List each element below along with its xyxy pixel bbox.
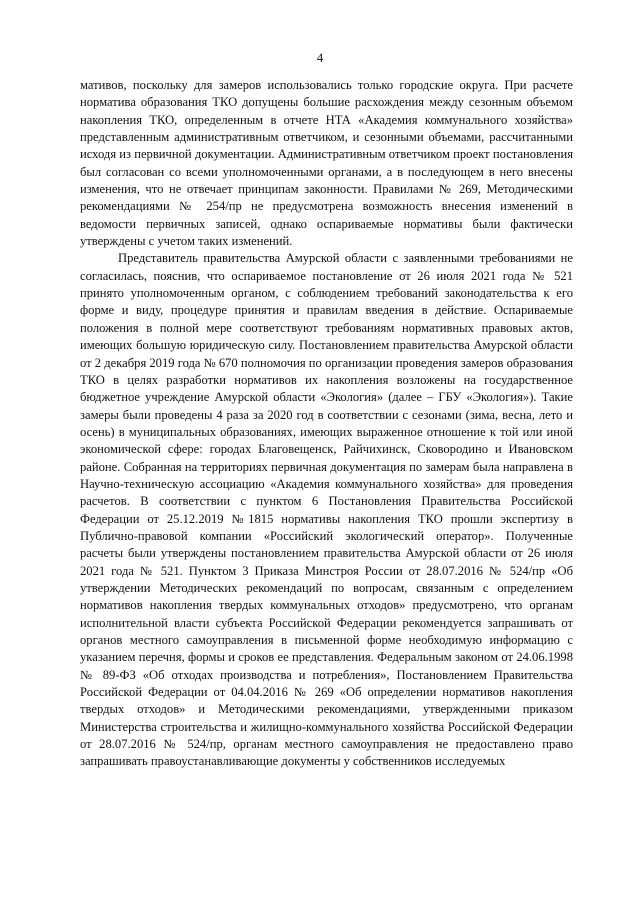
page-number: 4 (316, 50, 324, 65)
document-body (80, 77, 573, 771)
paragraph-2: Представитель правительства Амурской области с заявленными требованиями не согласилась, пояснив, что оспариваемое постановление от 26 июля 2021 года № 521 принято уполномоченным органом, с соблюдением требований законодательства к его форме и виду, процедуре принятия и правилам введения в действие. Оспариваемые положения в полной мере соответствуют требованиям нормативных правовых актов, имеющих большую юридическую силу. Постановлением правительства Амурской области от 2 декабря 2019 года № 670 полномочия по организации проведения замеров образования ТКО в целях разработки нормативов их накопления возложены на государственное бюджетное учреждение Амурской области «Экология» (далее – ГБУ «Экология»). Такие замеры были проведены 4 раза за 2020 год в соответствии с сезонами (зима, весна, лето и осень) в муниципальных образованиях, имеющих выраженное отношение к той или иной экономической сфере: городах Благовещенск, Райчихинск, Сковородино и Ивановском районе. Собранная на территориях первичная документация по замерам была направлена в Научно-техническую ассоциацию «Академия коммунального хозяйства» для проведения расчетов. В соответствии с пунктом 6 Постановления Правительства Российской Федерации от 25.12.2019 №1815 нормативы накопления ТКО прошли экспертизу в Публично-правовой компании «Российский экологический оператор». Полученные расчеты были утверждены постановлением правительства Амурской области от 26 июля 2021 года № 521. Пунктом 3 Приказа Минстроя России от 28.07.2016 № 524/пр «Об утверждении Методических рекомендаций по вопросам, связанным с определением нормативов накопления твердых коммунальных отходов» предусмотрено, что органам исполнительной власти субъекта Российской Федерации рекомендуется запрашивать от органов местного самоуправления в письменной форме необходимую информацию с указанием перечня, формы и сроков ее представления. Федеральным законом от 24.06.1998 № 89-ФЗ «Об отходах производства и потребления», Постановлением Правительства Российской Федерации от 04.04.2016 № 269 «Об определении нормативов накопления твердых отходов» и Методическими рекомендациями, утвержденными приказом Министерства строительства и жилищно-коммунального хозяйства Российской Федерации от 28.07.2016 № 524/пр, органам местного самоуправления не предоставлено право запрашивать правоустанавливающие документы у собственников исследуемых (80, 251, 573, 769)
paragraph-1: мативов, поскольку для замеров использовались только городские округа. При расчете норматива образования ТКО допущены большие расхождения между сезонным объемом накопления ТКО, определенным в отчете НТА «Академия коммунального хозяйства» представленным административным ответчиком, и сезонными объемами, рассчитанными исходя из первичной документации. Административным ответчиком проект постановления был согласован со всеми уполномоченными органами, а в последующем в него внесены изменения, что не отвечает принципам законности. Правилами № 269, Методическими рекомендациями № 254/пр не предусмотрена возможность внесения изменений в ведомости первичных записей, однако оспариваемые нормативы были фактически утверждены с учетом таких изменений. (80, 78, 573, 249)
